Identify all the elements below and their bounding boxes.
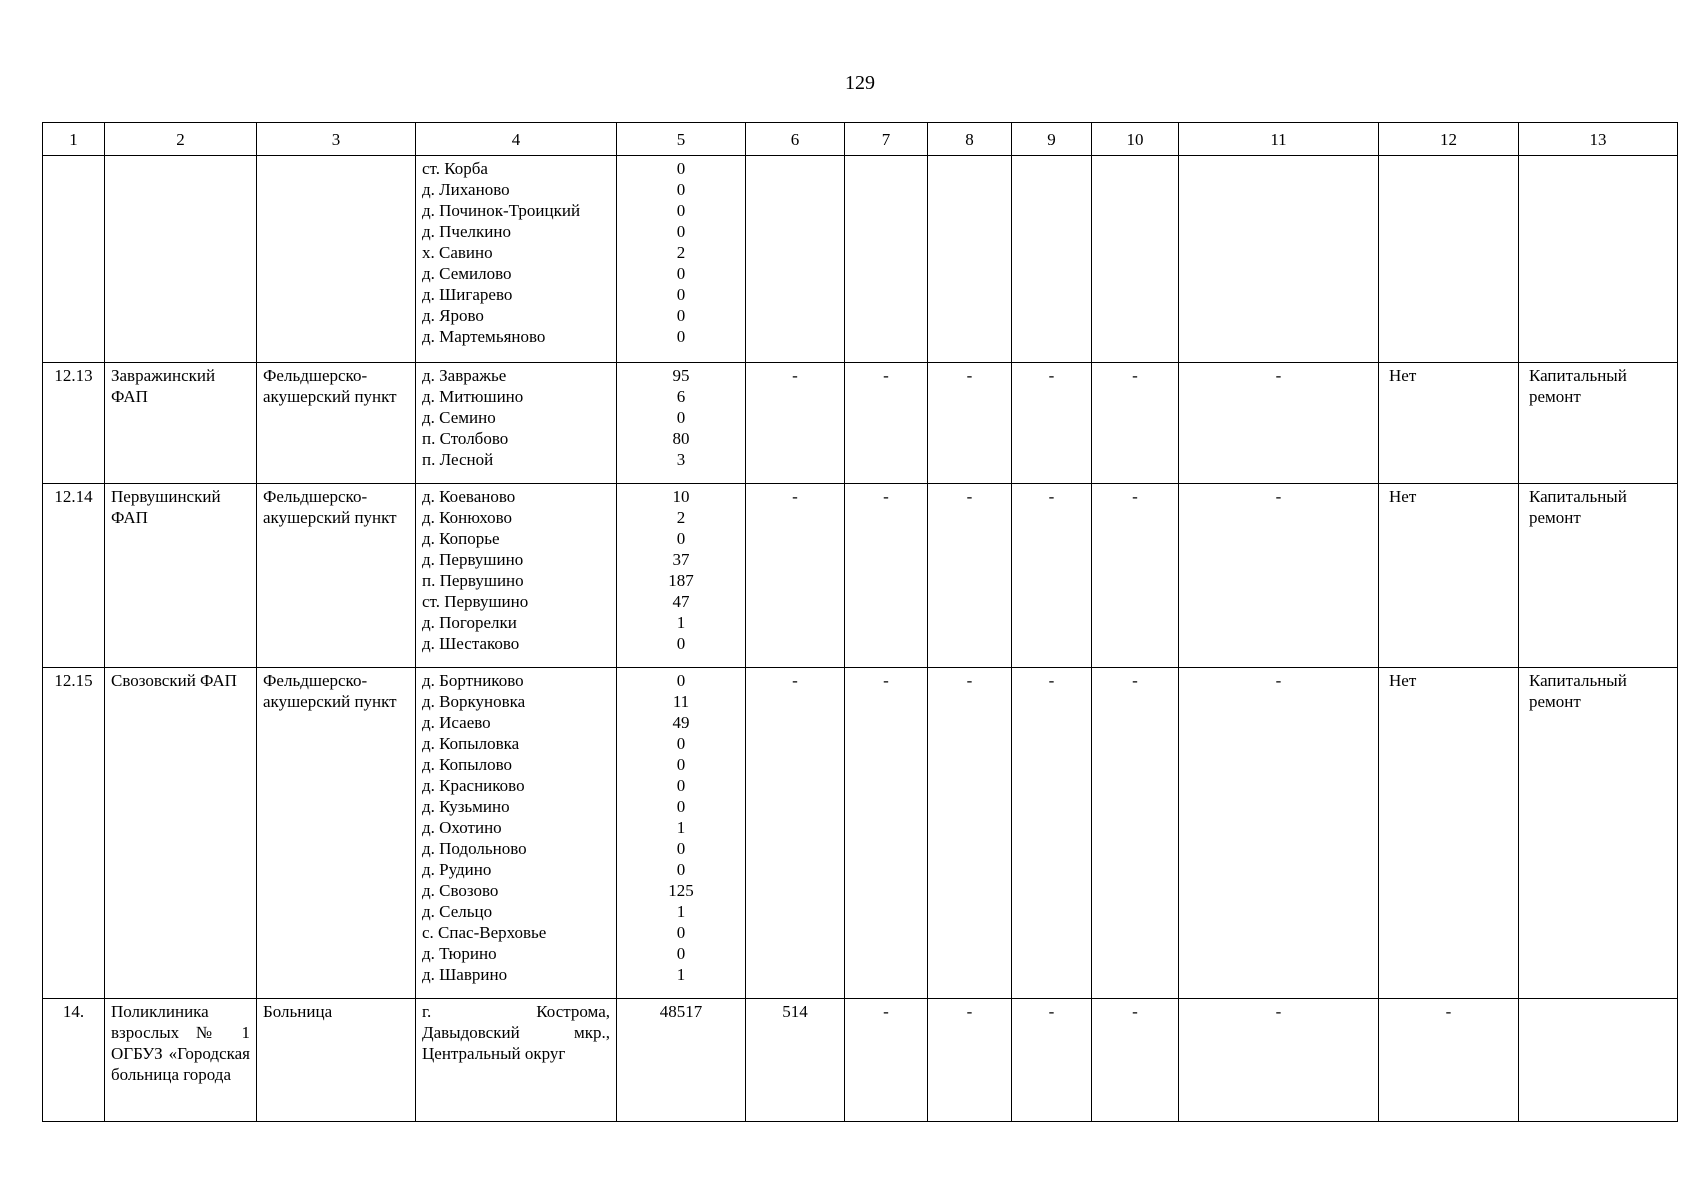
col6-cell bbox=[746, 156, 845, 363]
row-number-cell: 12.14 bbox=[43, 483, 105, 667]
place-name: д. Кузьмино bbox=[422, 796, 510, 816]
col11-cell: - bbox=[1179, 667, 1379, 999]
place-name: д. Коеваново bbox=[422, 486, 516, 506]
population-value: 0 bbox=[676, 733, 686, 753]
place-name: д. Погорелки bbox=[422, 612, 517, 632]
place-name: д. Охотино bbox=[422, 817, 502, 837]
table-row bbox=[43, 483, 1678, 667]
population-value: 0 bbox=[676, 633, 686, 653]
population-value: 0 bbox=[676, 670, 686, 690]
place-name: д. Мартемьяново bbox=[422, 327, 546, 346]
col9-cell: - bbox=[1012, 999, 1092, 1122]
place-name: д. Починок-Троицкий bbox=[422, 201, 581, 220]
population-value: 10 bbox=[672, 486, 690, 506]
population-value: 80 bbox=[672, 429, 690, 449]
population-value: 49 bbox=[672, 712, 690, 732]
column-header: 10 bbox=[1092, 123, 1179, 156]
column-header: 2 bbox=[105, 123, 257, 156]
col7-cell: - bbox=[845, 483, 928, 667]
population-cell bbox=[617, 667, 746, 999]
column-header: 5 bbox=[617, 123, 746, 156]
population-value: 11 bbox=[672, 691, 690, 711]
population-value: 1 bbox=[676, 612, 686, 632]
column-header: 12 bbox=[1379, 123, 1519, 156]
population-value: 0 bbox=[676, 222, 686, 241]
column-header: 4 bbox=[416, 123, 617, 156]
place-name: д. Копыловка bbox=[422, 733, 520, 753]
col7-cell: - bbox=[845, 667, 928, 999]
places-cell bbox=[416, 483, 617, 667]
col6-cell: - bbox=[746, 363, 845, 484]
facility-name-cell: Поликлиника взрослых № 1 ОГБУЗ «Городская больница города bbox=[105, 999, 257, 1122]
col10-cell: - bbox=[1092, 667, 1179, 999]
facility-type-cell: Фельдшерско-акушерский пункт bbox=[257, 667, 416, 999]
facility-name-cell: Первушинский ФАП bbox=[105, 483, 257, 667]
place-name: д. Сельцо bbox=[422, 901, 493, 921]
place-name: д. Шестаково bbox=[422, 633, 520, 653]
column-header: 7 bbox=[845, 123, 928, 156]
population-value: 0 bbox=[676, 264, 686, 283]
col13-cell bbox=[1519, 156, 1678, 363]
place-name: д. Первушино bbox=[422, 549, 524, 569]
column-header: 3 bbox=[257, 123, 416, 156]
place-name: д. Конюхово bbox=[422, 507, 513, 527]
place-name: с. Спас-Верховье bbox=[422, 922, 547, 942]
place-name: п. Первушино bbox=[422, 570, 524, 590]
facility-type-cell bbox=[257, 156, 416, 363]
facility-name-cell: Завражинский ФАП bbox=[105, 363, 257, 484]
facility-type-cell: Больница bbox=[257, 999, 416, 1122]
place-name: д. Шаврино bbox=[422, 964, 508, 984]
population-value: 0 bbox=[676, 528, 686, 548]
population-value: 1 bbox=[676, 817, 686, 837]
population-value: 0 bbox=[676, 754, 686, 774]
population-value: 2 bbox=[676, 507, 686, 527]
population-value: 0 bbox=[676, 201, 686, 220]
population-value: 0 bbox=[676, 922, 686, 942]
place-name: д. Семино bbox=[422, 408, 496, 428]
place-name: п. Лесной bbox=[422, 450, 494, 470]
table-row bbox=[43, 363, 1678, 484]
col8-cell: - bbox=[928, 363, 1012, 484]
col6-cell: 514 bbox=[746, 999, 845, 1122]
place-name: д. Свозово bbox=[422, 880, 499, 900]
place-name: д. Тюрино bbox=[422, 943, 497, 963]
population-value: 0 bbox=[676, 838, 686, 858]
col8-cell: - bbox=[928, 999, 1012, 1122]
col13-cell: Капитальный ремонт bbox=[1519, 363, 1678, 484]
population-value: 0 bbox=[676, 943, 686, 963]
population-value: 0 bbox=[676, 285, 686, 304]
col13-cell: Капитальный ремонт bbox=[1519, 483, 1678, 667]
population-value: 0 bbox=[676, 859, 686, 879]
col11-cell: - bbox=[1179, 483, 1379, 667]
col11-cell: - bbox=[1179, 999, 1379, 1122]
col12-cell: Нет bbox=[1379, 667, 1519, 999]
place-name: д. Подольново bbox=[422, 838, 527, 858]
population-value: 0 bbox=[676, 327, 686, 346]
facility-type-cell: Фельдшерско-акушерский пункт bbox=[257, 363, 416, 484]
col13-cell bbox=[1519, 999, 1678, 1122]
facilities-table bbox=[42, 122, 1678, 1122]
column-header: 11 bbox=[1179, 123, 1379, 156]
population-value: 47 bbox=[672, 591, 690, 611]
header-row bbox=[43, 123, 1678, 156]
places-cell bbox=[416, 156, 617, 363]
table-row bbox=[43, 999, 1678, 1122]
col11-cell: - bbox=[1179, 363, 1379, 484]
population-value: 0 bbox=[676, 180, 686, 199]
col7-cell: - bbox=[845, 999, 928, 1122]
population-cell bbox=[617, 483, 746, 667]
population-value: 95 bbox=[672, 366, 690, 386]
col8-cell: - bbox=[928, 667, 1012, 999]
place-name: д. Красниково bbox=[422, 775, 525, 795]
places-cell: г. Кострома, Давыдовский мкр., Центральный округ bbox=[416, 999, 617, 1122]
col12-cell: - bbox=[1379, 999, 1519, 1122]
place-name: ст. Корба bbox=[422, 159, 488, 178]
col6-cell: - bbox=[746, 667, 845, 999]
col8-cell bbox=[928, 156, 1012, 363]
place-name: д. Бортниково bbox=[422, 670, 524, 690]
column-header: 8 bbox=[928, 123, 1012, 156]
col6-cell: - bbox=[746, 483, 845, 667]
place-name: д. Исаево bbox=[422, 712, 491, 732]
table-row bbox=[43, 156, 1678, 363]
place-name: д. Лиханово bbox=[422, 180, 510, 199]
page-number: 129 bbox=[845, 72, 875, 94]
column-header: 13 bbox=[1519, 123, 1678, 156]
population-value: 3 bbox=[676, 450, 686, 470]
place-name: д. Воркуновка bbox=[422, 691, 526, 711]
population-value: 125 bbox=[668, 880, 694, 900]
col10-cell: - bbox=[1092, 999, 1179, 1122]
col13-cell: Капитальный ремонт bbox=[1519, 667, 1678, 999]
col7-cell bbox=[845, 156, 928, 363]
population-value: 0 bbox=[676, 796, 686, 816]
col9-cell: - bbox=[1012, 667, 1092, 999]
population-cell bbox=[617, 156, 746, 363]
col12-cell: Нет bbox=[1379, 363, 1519, 484]
facility-name-cell bbox=[105, 156, 257, 363]
place-name: д. Семилово bbox=[422, 264, 512, 283]
col9-cell bbox=[1012, 156, 1092, 363]
place-name: х. Савино bbox=[422, 243, 493, 262]
place-name: д. Копорье bbox=[422, 528, 500, 548]
row-number-cell: 12.13 bbox=[43, 363, 105, 484]
col9-cell: - bbox=[1012, 363, 1092, 484]
col9-cell: - bbox=[1012, 483, 1092, 667]
places-cell bbox=[416, 667, 617, 999]
place-name: д. Завражье bbox=[422, 366, 507, 386]
place-name: д. Копылово bbox=[422, 754, 513, 774]
population-value: 2 bbox=[676, 243, 686, 262]
facility-name-cell: Свозовский ФАП bbox=[105, 667, 257, 999]
place-name: ст. Первушино bbox=[422, 591, 529, 611]
place-name: д. Ярово bbox=[422, 306, 484, 325]
column-header: 6 bbox=[746, 123, 845, 156]
col11-cell bbox=[1179, 156, 1379, 363]
col12-cell: Нет bbox=[1379, 483, 1519, 667]
population-value: 0 bbox=[676, 775, 686, 795]
place-name: п. Столбово bbox=[422, 429, 509, 449]
population-value: 187 bbox=[668, 570, 694, 590]
column-header: 9 bbox=[1012, 123, 1092, 156]
population-value: 6 bbox=[676, 387, 686, 407]
population-cell bbox=[617, 999, 746, 1122]
population-value: 1 bbox=[676, 964, 686, 984]
col10-cell: - bbox=[1092, 483, 1179, 667]
population-value: 1 bbox=[676, 901, 686, 921]
column-header: 1 bbox=[43, 123, 105, 156]
col12-cell bbox=[1379, 156, 1519, 363]
table-row bbox=[43, 667, 1678, 999]
row-number-cell: 12.15 bbox=[43, 667, 105, 999]
place-name: д. Митюшино bbox=[422, 387, 524, 407]
population-value: 48517 bbox=[659, 1002, 703, 1022]
population-value: 0 bbox=[676, 408, 686, 428]
row-number-cell bbox=[43, 156, 105, 363]
col10-cell: - bbox=[1092, 363, 1179, 484]
population-value: 37 bbox=[672, 549, 690, 569]
col10-cell bbox=[1092, 156, 1179, 363]
population-cell bbox=[617, 363, 746, 484]
population-value: 0 bbox=[676, 306, 686, 325]
facility-type-cell: Фельдшерско-акушерский пункт bbox=[257, 483, 416, 667]
col8-cell: - bbox=[928, 483, 1012, 667]
place-name: д. Пчелкино bbox=[422, 222, 511, 241]
row-number-cell: 14. bbox=[43, 999, 105, 1122]
places-cell bbox=[416, 363, 617, 484]
place-name: д. Шигарево bbox=[422, 285, 513, 304]
col7-cell: - bbox=[845, 363, 928, 484]
population-value: 0 bbox=[676, 159, 686, 178]
place-name: д. Рудино bbox=[422, 859, 492, 879]
